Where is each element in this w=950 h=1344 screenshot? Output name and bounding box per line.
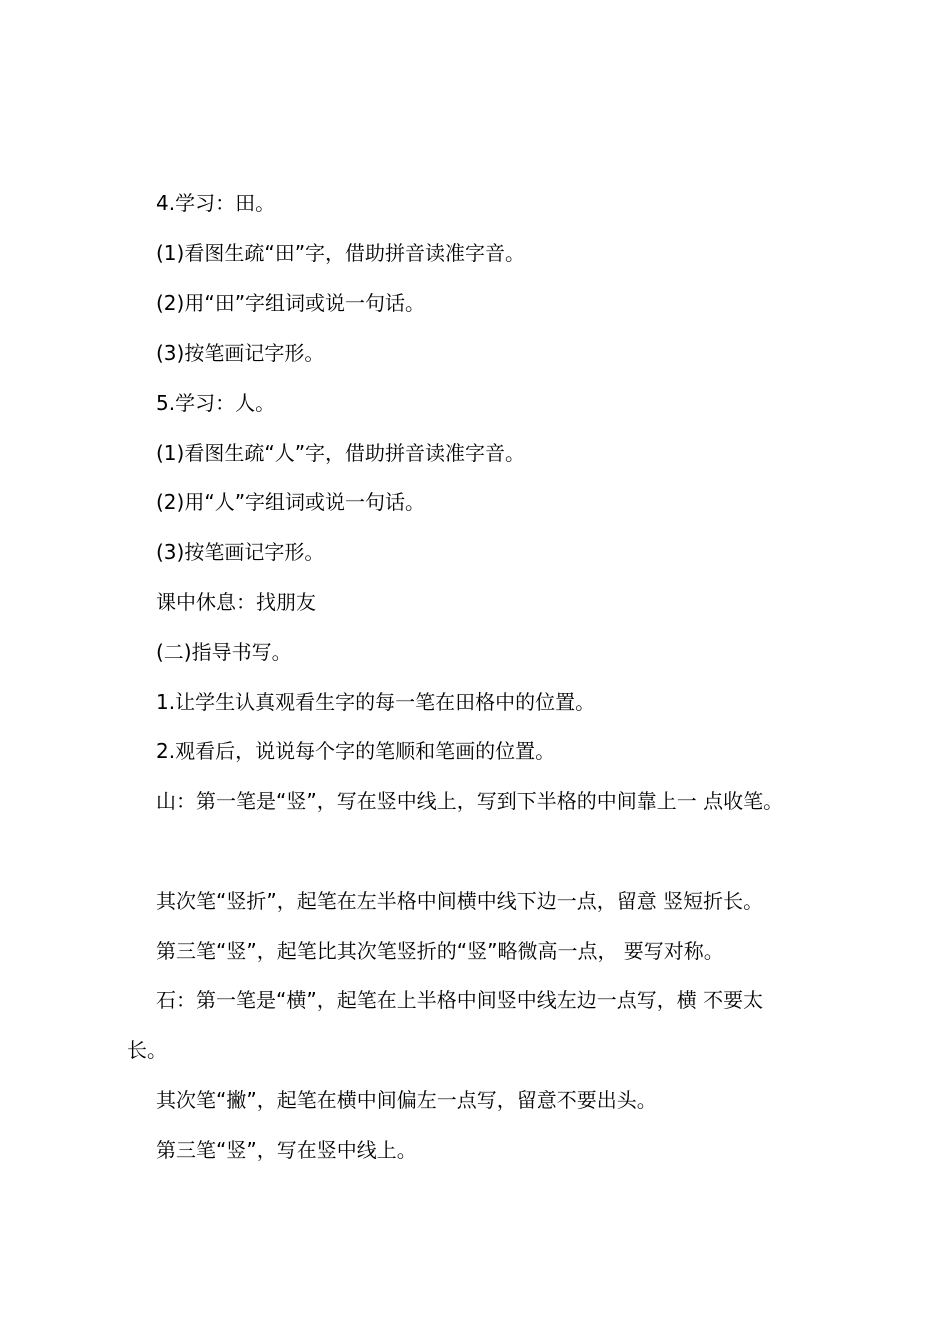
- text-line: 2.观看后，说说每个字的笔顺和笔画的位置。: [156, 739, 556, 763]
- text-line: 山：第一笔是“竖”，写在竖中线上，写到下半格的中间靠上一 点收笔。: [156, 789, 784, 813]
- text-line: (二)指导书写。: [156, 640, 292, 664]
- text-line: 石：第一笔是“横”，起笔在上半格中间竖中线左边一点写，横 不要太: [156, 988, 764, 1012]
- text-line: 课中休息：找朋友: [156, 590, 316, 614]
- text-line: 其次笔“撇”，起笔在横中间偏左一点写，留意不要出头。: [156, 1088, 657, 1112]
- text-line: (2)用“人”字组词或说一句话。: [156, 490, 426, 514]
- text-line: 4.学习：田。: [156, 191, 276, 215]
- text-line: 第三笔“竖”，写在竖中线上。: [156, 1138, 417, 1162]
- text-line: (1)看图生疏“人”字，借助拼音读准字音。: [156, 441, 526, 465]
- text-line: 第三笔“竖”，起笔比其次笔竖折的“竖”略微高一点， 要写对称。: [156, 939, 724, 963]
- text-line: (3)按笔画记字形。: [156, 540, 325, 564]
- text-line: 5.学习：人。: [156, 391, 276, 415]
- text-line: (2)用“田”字组词或说一句话。: [156, 291, 426, 315]
- text-line: 1.让学生认真观看生字的每一笔在田格中的位置。: [156, 690, 596, 714]
- text-line: (3)按笔画记字形。: [156, 341, 325, 365]
- text-line: 长。: [127, 1038, 167, 1062]
- text-line: (1)看图生疏“田”字，借助拼音读准字音。: [156, 241, 526, 265]
- text-line: 其次笔“竖折”，起笔在左半格中间横中线下边一点，留意 竖短折长。: [156, 889, 764, 913]
